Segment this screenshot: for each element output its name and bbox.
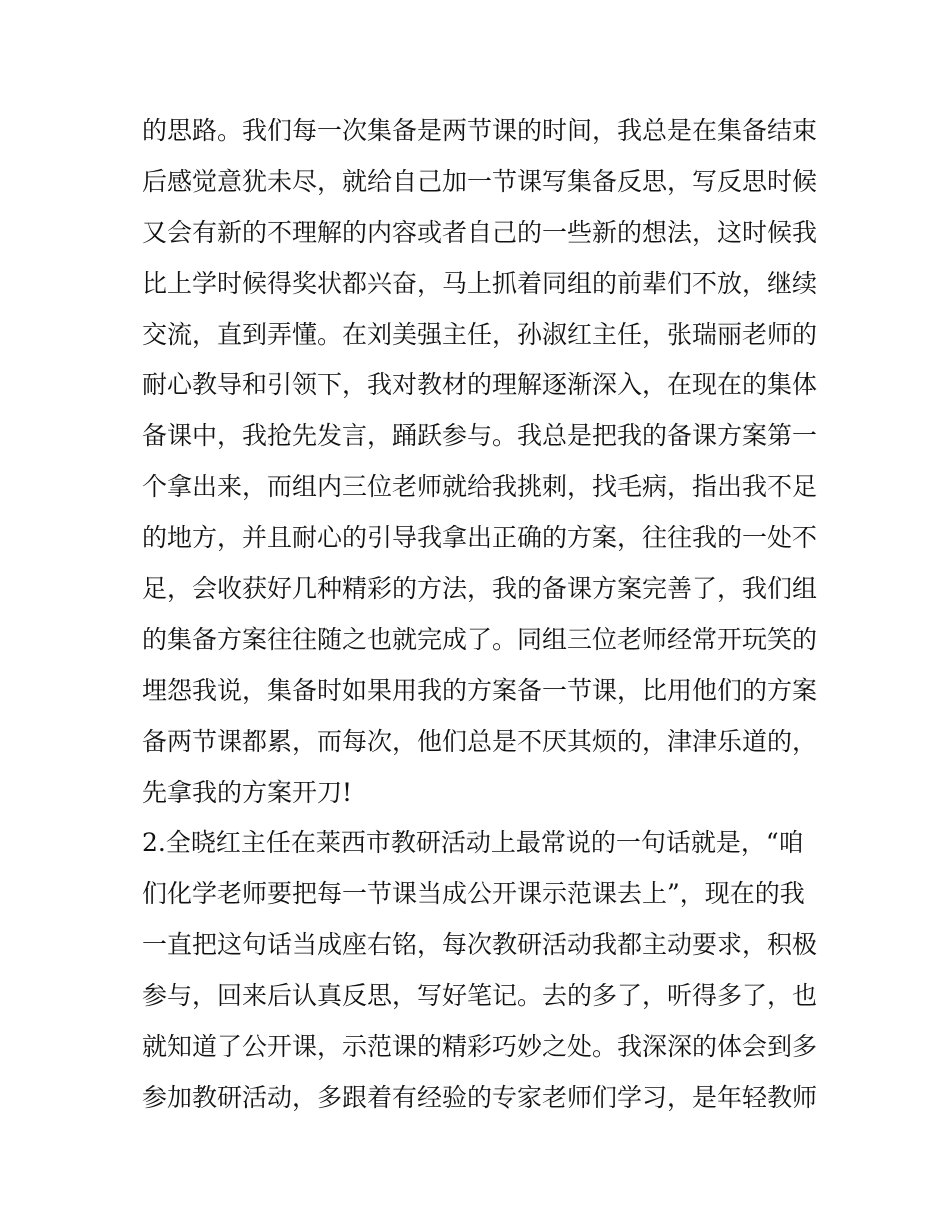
text-line: 备课中，我抢先发言，踊跃参与。我总是把我的备课方案第一	[142, 421, 818, 451]
text-line: 埋怨我说，集备时如果用我的方案备一节课，比用他们的方案	[142, 675, 818, 705]
text-line: 交流，直到弄懂。在刘美强主任，孙淑红主任，张瑞丽老师的	[142, 319, 818, 349]
text-line: 参加教研活动，多跟着有经验的专家老师们学习，是年轻教师	[142, 1082, 818, 1112]
text-line: 的地方，并且耐心的引导我拿出正确的方案，往往我的一处不	[142, 523, 818, 553]
text-line: 比上学时候得奖状都兴奋，马上抓着同组的前辈们不放，继续	[142, 268, 818, 298]
body-text	[142, 106, 822, 1124]
text-line: 个拿出来，而组内三位老师就给我挑刺，找毛病，指出我不足	[142, 472, 818, 502]
text-line: 耐心教导和引领下，我对教材的理解逐渐深入，在现在的集体	[142, 370, 818, 400]
text-line: 又会有新的不理解的内容或者自己的一些新的想法，这时候我	[142, 217, 818, 247]
text-line: 后感觉意犹未尽，就给自己加一节课写集备反思，写反思时候	[142, 166, 818, 196]
text-line: 就知道了公开课，示范课的精彩巧妙之处。我深深的体会到多	[142, 1032, 818, 1062]
text-line: 先拿我的方案开刀!	[142, 777, 353, 807]
text-line: 们化学老师要把每一节课当成公开课示范课去上”，现在的我	[142, 879, 805, 909]
text-line: 参与，回来后认真反思，写好笔记。去的多了，听得多了，也	[142, 981, 818, 1011]
text-line: 备两节课都累，而每次，他们总是不厌其烦的，津津乐道的，	[142, 726, 818, 756]
text-line: 的集备方案往往随之也就完成了。同组三位老师经常开玩笑的	[142, 624, 818, 654]
text-line: 一直把这句话当成座右铭，每次教研活动我都主动要求，积极	[142, 930, 818, 960]
text-line: 2.全晓红主任在莱西市教研活动上最常说的一句话就是，“咱	[142, 828, 804, 858]
text-line: 的思路。我们每一次集备是两节课的时间，我总是在集备结束	[142, 116, 818, 145]
text-line: 足，会收获好几种精彩的方法，我的备课方案完善了，我们组	[142, 574, 818, 604]
